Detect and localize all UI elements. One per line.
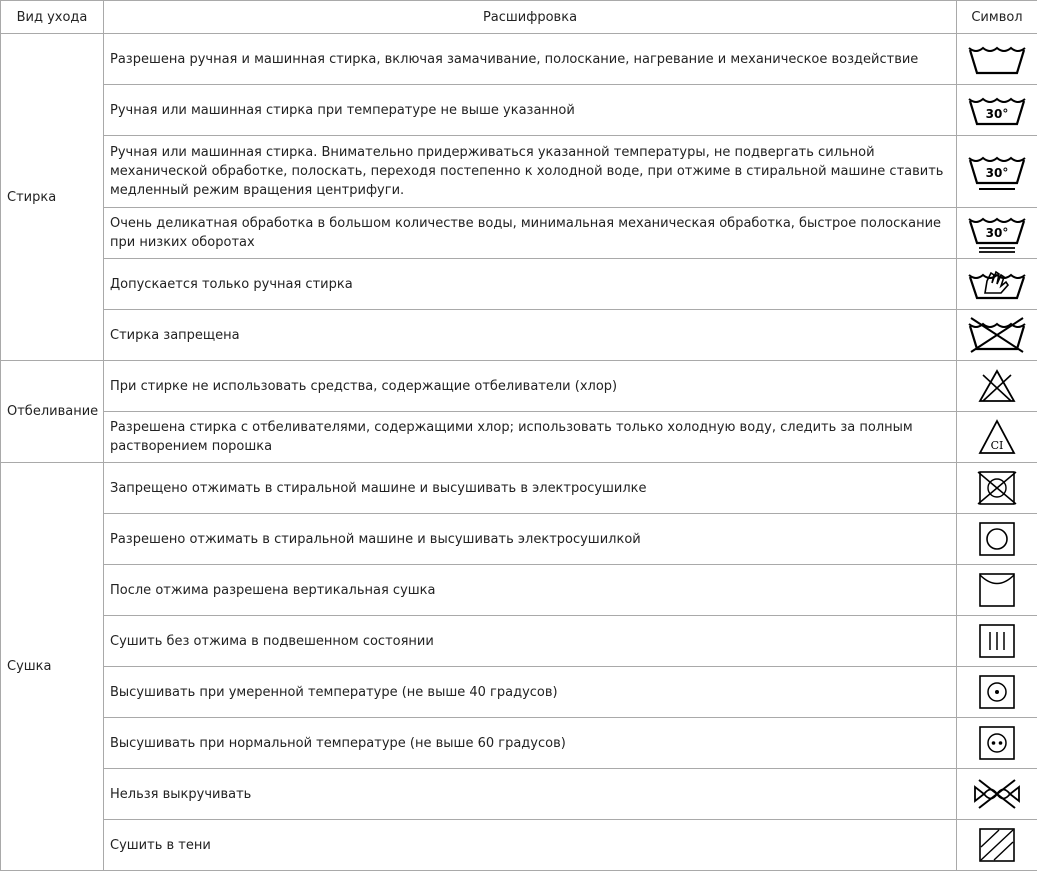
category-drying: Сушка bbox=[1, 463, 104, 871]
tumble-dry-low-icon bbox=[975, 674, 1019, 710]
table-row bbox=[1, 310, 1037, 361]
header-decoding: Расшифровка bbox=[104, 1, 957, 34]
no-bleach-icon bbox=[977, 367, 1017, 405]
row-description: После отжима разрешена вертикальная сушка bbox=[104, 565, 957, 616]
table-row bbox=[1, 769, 1037, 820]
table-row bbox=[1, 463, 1037, 514]
wash-30-gentle-icon bbox=[967, 152, 1027, 192]
table-row bbox=[1, 718, 1037, 769]
table-row bbox=[1, 667, 1037, 718]
row-description: Нельзя выкручивать bbox=[104, 769, 957, 820]
wash-30-icon bbox=[967, 93, 1027, 127]
wash-30-very-gentle-icon bbox=[967, 213, 1027, 253]
row-description: Запрещено отжимать в стиральной машине и высушивать в электросушилке bbox=[104, 463, 957, 514]
row-description: Разрешена стирка с отбеливателями, содержащими хлор; использовать только холодную воду, следить за полным растворением порошка bbox=[104, 412, 957, 463]
table-row bbox=[1, 361, 1037, 412]
dry-in-shade-icon bbox=[975, 827, 1019, 863]
tumble-dry-normal-icon bbox=[975, 725, 1019, 761]
row-description: Высушивать при умеренной температуре (не выше 40 градусов) bbox=[104, 667, 957, 718]
row-description: Ручная или машинная стирка. Внимательно придерживаться указанной температуры, не подвергать сильной механической обработке, полоскать, переходя постепенно к холодной воде, при отжиме в стиральной машине ставить медленный режим вращения центрифуги. bbox=[104, 136, 957, 208]
bleach-label: CI bbox=[990, 439, 1004, 452]
row-description: Сушить без отжима в подвешенном состоянии bbox=[104, 616, 957, 667]
table-row bbox=[1, 412, 1037, 463]
header-care-type: Вид ухода bbox=[1, 1, 104, 34]
table-row bbox=[1, 208, 1037, 259]
chlorine-bleach-icon bbox=[977, 418, 1017, 456]
row-description: Ручная или машинная стирка при температуре не выше указанной bbox=[104, 85, 957, 136]
category-washing: Стирка bbox=[1, 34, 104, 361]
header-symbol: Символ bbox=[957, 1, 1037, 34]
table-header-row bbox=[1, 1, 1037, 34]
wash-temp-label: 30° bbox=[985, 226, 1009, 240]
row-description: Сушить в тени bbox=[104, 820, 957, 871]
table-row bbox=[1, 820, 1037, 871]
table-row bbox=[1, 34, 1037, 85]
row-description: При стирке не использовать средства, содержащие отбеливатели (хлор) bbox=[104, 361, 957, 412]
no-wring-icon bbox=[971, 777, 1023, 811]
tumble-dry-icon bbox=[975, 521, 1019, 557]
table-row bbox=[1, 259, 1037, 310]
table-row bbox=[1, 136, 1037, 208]
row-description: Стирка запрещена bbox=[104, 310, 957, 361]
row-description: Разрешена ручная и машинная стирка, включая замачивание, полоскание, нагревание и механическое воздействие bbox=[104, 34, 957, 85]
table-row bbox=[1, 616, 1037, 667]
hand-wash-icon bbox=[967, 267, 1027, 301]
row-description: Разрешено отжимать в стиральной машине и высушивать электросушилкой bbox=[104, 514, 957, 565]
row-description: Очень деликатная обработка в большом количестве воды, минимальная механическая обработка, быстрое полоскание при низких оборотах bbox=[104, 208, 957, 259]
row-description: Высушивать при нормальной температуре (не выше 60 градусов) bbox=[104, 718, 957, 769]
table-row bbox=[1, 565, 1037, 616]
line-dry-icon bbox=[975, 572, 1019, 608]
category-bleaching: Отбеливание bbox=[1, 361, 104, 463]
no-tumble-dry-icon bbox=[975, 470, 1019, 506]
table-row bbox=[1, 514, 1037, 565]
table-row bbox=[1, 85, 1037, 136]
wash-temp-label: 30° bbox=[985, 165, 1009, 180]
wash-tub-icon bbox=[967, 42, 1027, 76]
wash-temp-label: 30° bbox=[985, 107, 1009, 121]
row-description: Допускается только ручная стирка bbox=[104, 259, 957, 310]
drip-dry-icon bbox=[975, 623, 1019, 659]
no-wash-icon bbox=[967, 316, 1027, 354]
